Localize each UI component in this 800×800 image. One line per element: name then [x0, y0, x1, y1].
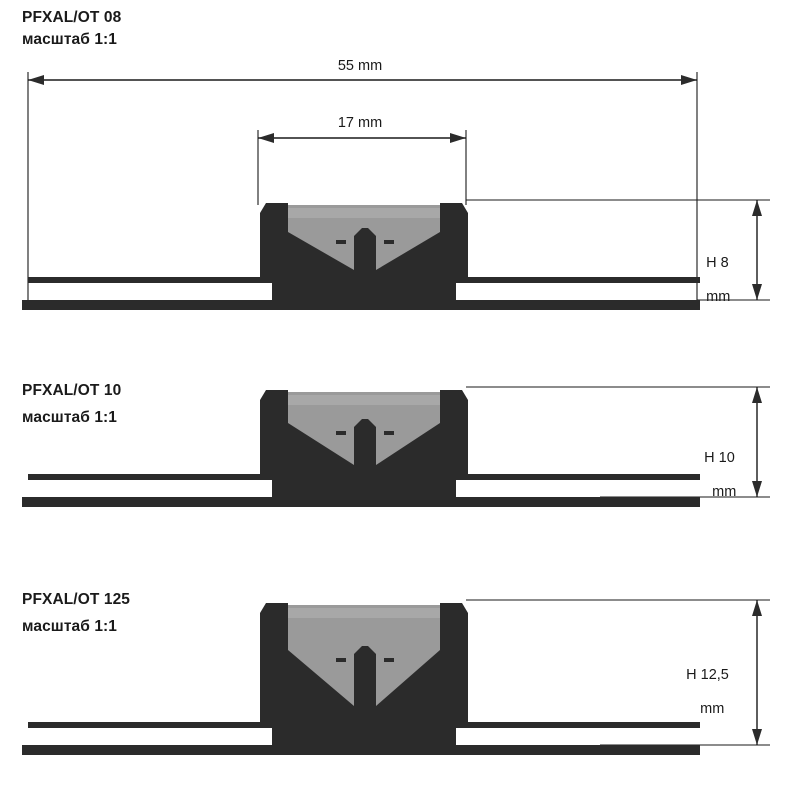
dim-arrow-bottom-height-08	[752, 284, 762, 300]
profile-drawing-125	[0, 588, 800, 798]
height-label-line2: mm	[700, 701, 725, 717]
notch-left-lower-10	[268, 445, 286, 449]
profile-drawing-08	[0, 0, 800, 330]
dim-arrow-top-height-125	[752, 600, 762, 616]
centre-groove-right-10	[384, 431, 394, 435]
notch-right-upper-125	[442, 646, 460, 650]
notch-left-upper-10	[268, 423, 286, 427]
inner-width-text: 17 mm	[337, 115, 383, 131]
notch-left-lower-08	[268, 252, 286, 256]
height-label-line1: H 12,5	[686, 667, 729, 683]
insert-top-highlight-08	[276, 208, 448, 218]
notch-right-upper-10	[442, 423, 460, 427]
height-label-line2: mm	[706, 289, 731, 305]
dim-arrow-bottom-height-10	[752, 481, 762, 497]
centre-groove-left-08	[336, 240, 346, 244]
section-title-line2: масштаб 1:1	[22, 618, 118, 635]
height-label-line1: H 10	[704, 450, 735, 466]
dim-arrow-bottom-height-125	[752, 729, 762, 745]
notch-left-upper-125	[268, 646, 286, 650]
dim-arrow-right-overall	[681, 75, 697, 85]
section-title-line1: PFXAL/OT 125	[22, 591, 131, 608]
centre-groove-right-125	[384, 658, 394, 662]
profile-drawing-10	[0, 375, 800, 555]
overall-width-text: 55 mm	[337, 58, 383, 74]
dim-arrow-top-height-08	[752, 200, 762, 216]
notch-left-lower-125	[268, 670, 286, 674]
section-title-line2: масштаб 1:1	[22, 31, 118, 48]
notch-left-upper-08	[268, 232, 286, 236]
section-title-line1: PFXAL/OT 10	[22, 382, 122, 399]
notch-right-lower-08	[442, 252, 460, 256]
centre-groove-left-10	[336, 431, 346, 435]
centre-groove-left-125	[336, 658, 346, 662]
dim-arrow-top-height-10	[752, 387, 762, 403]
section-title-line1: PFXAL/OT 08	[22, 9, 122, 26]
height-label-line2: mm	[712, 484, 737, 500]
notch-right-upper-08	[442, 232, 460, 236]
height-label-line1: H 8	[706, 255, 729, 271]
centre-groove-right-08	[384, 240, 394, 244]
dim-arrow-right-inner	[450, 133, 466, 143]
notch-right-lower-10	[442, 445, 460, 449]
insert-top-highlight-10	[276, 395, 448, 405]
section-title-line2: масштаб 1:1	[22, 409, 118, 426]
insert-top-highlight-125	[276, 608, 448, 618]
dim-arrow-left-overall	[28, 75, 44, 85]
dim-arrow-left-inner	[258, 133, 274, 143]
notch-right-lower-125	[442, 670, 460, 674]
